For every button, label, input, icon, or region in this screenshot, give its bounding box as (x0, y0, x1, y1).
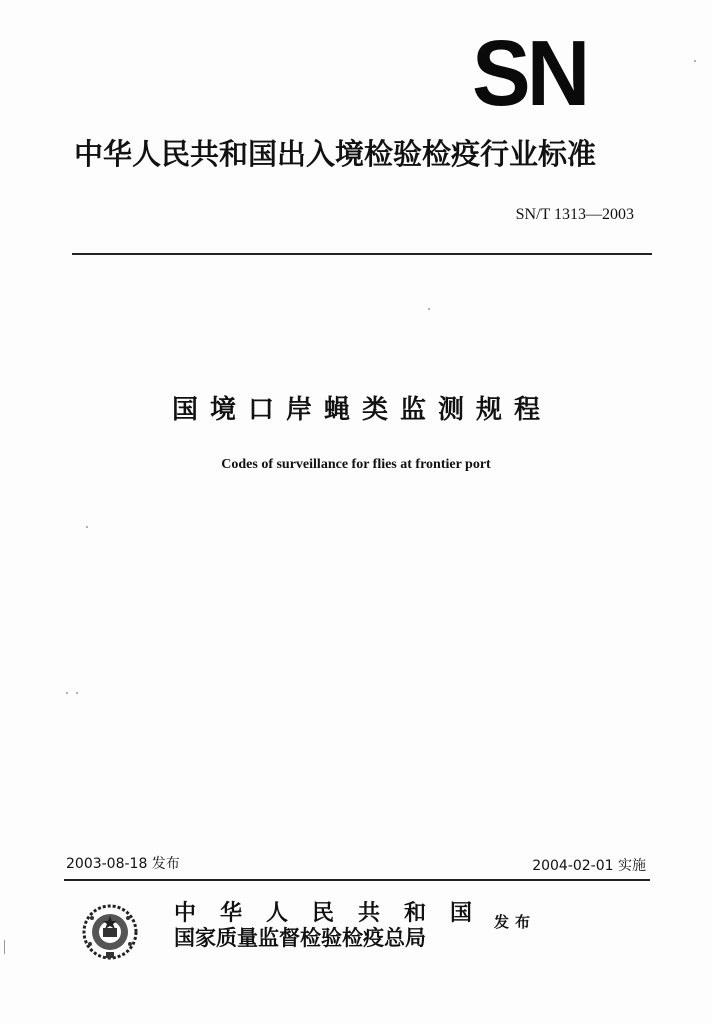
scan-speck (694, 60, 696, 62)
issuer-country: 中华人民共和国 (174, 900, 497, 926)
scan-speck (86, 526, 88, 528)
scan-speck (66, 692, 68, 694)
scan-speck (76, 692, 78, 694)
header-divider (72, 253, 652, 255)
national-emblem-icon (80, 902, 140, 962)
scan-speck (428, 308, 430, 310)
org-title: 中华人民共和国出入境检验检疫行业标准 (74, 137, 597, 171)
standard-code: SN/T 1313—2003 (515, 206, 634, 223)
sn-logo: SN (472, 21, 587, 126)
document-title: 国境口岸蝇类监测规程 (171, 395, 552, 425)
scan-speck (4, 940, 5, 954)
issuer-agency: 国家质量监督检验检疫总局 (174, 925, 426, 950)
issue-date: 2003-08-18 发布 (66, 856, 180, 872)
footer-divider (64, 879, 650, 881)
document-subtitle: Codes of surveillance for flies at frontier port (221, 457, 491, 472)
release-label: 发布 (494, 913, 537, 931)
implementation-date: 2004-02-01 实施 (532, 858, 646, 874)
